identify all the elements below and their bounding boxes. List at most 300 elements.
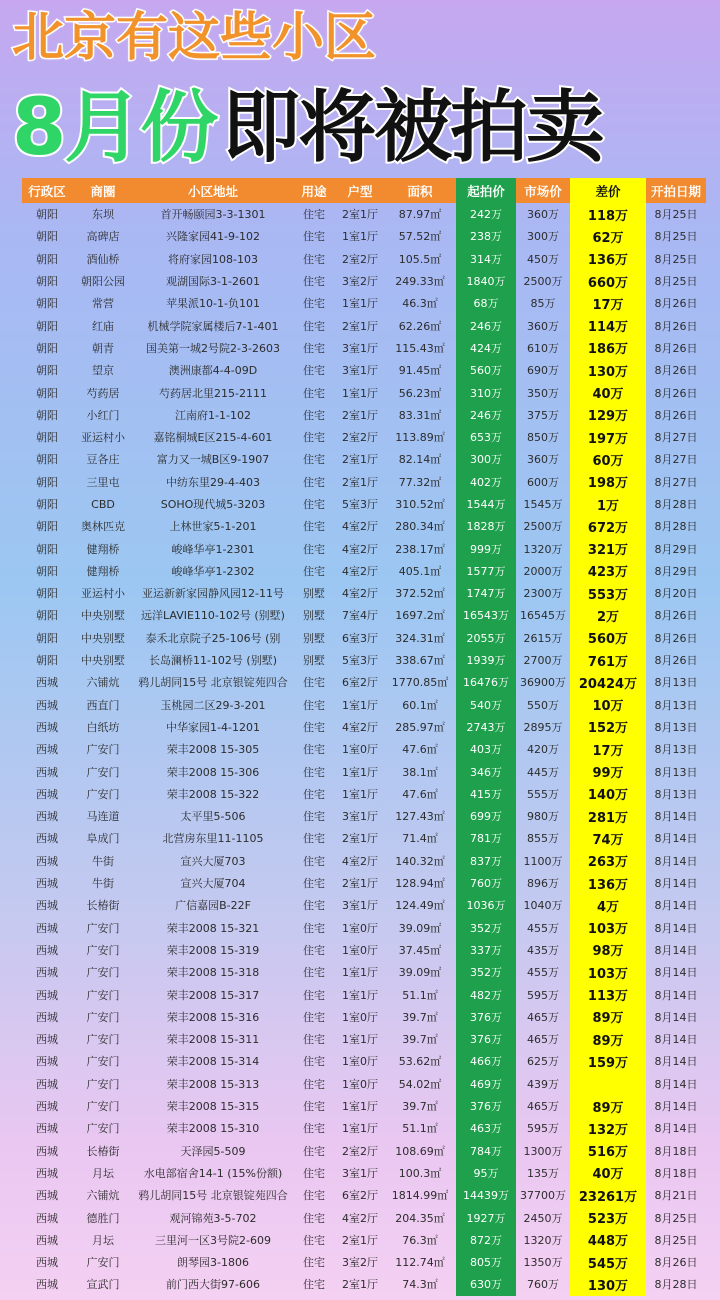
cell-district: 西城 xyxy=(36,832,58,846)
cell-start-price: 1036万 xyxy=(456,894,516,916)
cell-price-diff: 281万 xyxy=(570,805,646,827)
cell-price-diff: 114万 xyxy=(570,314,646,336)
cell-area: 广安门 xyxy=(86,1033,120,1047)
cell-district: 西城 xyxy=(36,854,58,868)
cell-area: 常营 xyxy=(92,297,114,311)
cell-layout: 1室1厅 xyxy=(342,1122,378,1136)
cell-usage: 住宅 xyxy=(303,453,325,467)
cell-size: 338.67㎡ xyxy=(395,654,445,668)
cell-district: 西城 xyxy=(36,1100,58,1114)
cell-size: 115.43㎡ xyxy=(395,341,445,355)
cell-layout: 6室2厅 xyxy=(342,1189,378,1203)
table-row xyxy=(22,337,706,359)
cell-area: 广安门 xyxy=(86,1010,120,1024)
cell-layout: 1室1厅 xyxy=(342,966,378,980)
table-row xyxy=(22,627,706,649)
cell-auction-date: 8月26日 xyxy=(654,1256,698,1270)
cell-size: 100.3㎡ xyxy=(398,1166,442,1180)
cell-district: 西城 xyxy=(36,1077,58,1091)
cell-price-diff: 516万 xyxy=(570,1139,646,1161)
cell-layout: 4室2厅 xyxy=(342,520,378,534)
cell-address: 兴隆家园41-9-102 xyxy=(166,230,260,244)
cell-layout: 1室0厅 xyxy=(342,1055,378,1069)
cell-layout: 4室2厅 xyxy=(342,720,378,734)
cell-district: 朝阳 xyxy=(36,520,58,534)
cell-market-price: 375万 xyxy=(527,408,559,422)
cell-district: 朝阳 xyxy=(36,208,58,222)
cell-auction-date: 8月14日 xyxy=(654,832,698,846)
table-row xyxy=(22,694,706,716)
table-row xyxy=(22,1073,706,1095)
cell-market-price: 600万 xyxy=(527,475,559,489)
cell-auction-date: 8月26日 xyxy=(654,654,698,668)
table-row xyxy=(22,872,706,894)
cell-market-price: 1320万 xyxy=(523,1233,563,1247)
table-row xyxy=(22,248,706,270)
cell-size: 113.89㎡ xyxy=(395,431,445,445)
cell-usage: 住宅 xyxy=(303,1166,325,1180)
col-area: 商圈 xyxy=(72,178,134,203)
cell-size: 77.32㎡ xyxy=(398,475,442,489)
cell-start-price: 310万 xyxy=(456,381,516,403)
cell-area: 广安门 xyxy=(86,966,120,980)
cell-district: 西城 xyxy=(36,1278,58,1292)
cell-usage: 住宅 xyxy=(303,966,325,980)
cell-market-price: 435万 xyxy=(527,943,559,957)
cell-layout: 2室2厅 xyxy=(342,252,378,266)
cell-auction-date: 8月14日 xyxy=(654,877,698,891)
cell-price-diff: 545万 xyxy=(570,1251,646,1273)
cell-district: 西城 xyxy=(36,966,58,980)
cell-price-diff: 130万 xyxy=(570,1273,646,1295)
cell-market-price: 595万 xyxy=(527,1122,559,1136)
cell-auction-date: 8月26日 xyxy=(654,319,698,333)
cell-start-price: 238万 xyxy=(456,225,516,247)
cell-auction-date: 8月25日 xyxy=(654,1211,698,1225)
cell-auction-date: 8月14日 xyxy=(654,810,698,824)
cell-address: 中华家园1-4-1201 xyxy=(166,720,260,734)
cell-usage: 别墅 xyxy=(303,654,325,668)
cell-start-price: 68万 xyxy=(456,292,516,314)
cell-market-price: 896万 xyxy=(527,877,559,891)
cell-area: 月坛 xyxy=(92,1233,114,1247)
cell-usage: 住宅 xyxy=(303,832,325,846)
cell-layout: 1室0厅 xyxy=(342,1077,378,1091)
cell-size: 51.1㎡ xyxy=(402,988,438,1002)
cell-layout: 4室2厅 xyxy=(342,564,378,578)
cell-usage: 住宅 xyxy=(303,698,325,712)
cell-start-price: 784万 xyxy=(456,1139,516,1161)
cell-price-diff: 10万 xyxy=(570,694,646,716)
cell-layout: 2室1厅 xyxy=(342,1278,378,1292)
cell-area: 广安门 xyxy=(86,943,120,957)
cell-market-price: 465万 xyxy=(527,1033,559,1047)
cell-district: 朝阳 xyxy=(36,475,58,489)
cell-district: 西城 xyxy=(36,943,58,957)
col-price-diff: 差价 xyxy=(570,178,646,203)
cell-district: 朝阳 xyxy=(36,408,58,422)
cell-start-price: 999万 xyxy=(456,537,516,559)
cell-auction-date: 8月25日 xyxy=(654,1233,698,1247)
title-month: 8月份 xyxy=(12,83,217,173)
cell-area: 亚运村小 xyxy=(81,431,125,445)
cell-usage: 别墅 xyxy=(303,609,325,623)
cell-start-price: 872万 xyxy=(456,1229,516,1251)
cell-layout: 1室1厅 xyxy=(342,988,378,1002)
cell-layout: 1室0厅 xyxy=(342,1010,378,1024)
cell-district: 朝阳 xyxy=(36,230,58,244)
cell-usage: 住宅 xyxy=(303,498,325,511)
cell-layout: 3室1厅 xyxy=(342,899,378,913)
cell-usage: 住宅 xyxy=(303,921,325,935)
table-row xyxy=(22,493,706,515)
cell-price-diff: 136万 xyxy=(570,248,646,270)
cell-district: 西城 xyxy=(36,720,58,734)
cell-price-diff: 89万 xyxy=(570,1006,646,1028)
cell-price-diff: 140万 xyxy=(570,783,646,805)
cell-auction-date: 8月14日 xyxy=(654,988,698,1002)
cell-size: 372.52㎡ xyxy=(395,587,445,601)
cell-size: 39.09㎡ xyxy=(398,921,442,935)
cell-layout: 3室2厅 xyxy=(342,275,378,289)
cell-price-diff: 74万 xyxy=(570,827,646,849)
cell-start-price: 352万 xyxy=(456,961,516,983)
cell-start-price: 415万 xyxy=(456,783,516,805)
cell-area: 朝阳公园 xyxy=(81,275,125,289)
cell-district: 西城 xyxy=(36,1144,58,1158)
col-start-price: 起拍价 xyxy=(456,178,516,203)
table-row xyxy=(22,1028,706,1050)
cell-start-price: 760万 xyxy=(456,872,516,894)
cell-usage: 住宅 xyxy=(303,854,325,868)
cell-usage: 住宅 xyxy=(303,810,325,824)
cell-usage: 住宅 xyxy=(303,765,325,779)
cell-size: 53.62㎡ xyxy=(398,1055,442,1069)
cell-price-diff: 660万 xyxy=(570,270,646,292)
cell-address: 荣丰2008 15-313 xyxy=(166,1077,260,1091)
cell-market-price: 555万 xyxy=(527,787,559,801)
cell-address: 峻峰华亭1-2301 xyxy=(171,542,255,556)
cell-address: 芍药居北里215-2111 xyxy=(159,386,267,400)
table-row xyxy=(22,314,706,336)
cell-area: 三里屯 xyxy=(86,475,120,489)
cell-size: 91.45㎡ xyxy=(398,364,442,378)
cell-address: 荣丰2008 15-316 xyxy=(166,1010,260,1024)
cell-layout: 1室0厅 xyxy=(342,943,378,957)
cell-market-price: 1350万 xyxy=(523,1256,563,1270)
cell-usage: 住宅 xyxy=(303,542,325,556)
cell-auction-date: 8月25日 xyxy=(654,208,698,222)
cell-area: 六铺炕 xyxy=(86,1189,120,1203)
cell-area: 东坝 xyxy=(92,208,114,222)
table-row xyxy=(22,850,706,872)
cell-price-diff: 523万 xyxy=(570,1206,646,1228)
cell-usage: 住宅 xyxy=(303,1211,325,1225)
cell-layout: 6室2厅 xyxy=(342,676,378,690)
cell-district: 朝阳 xyxy=(36,319,58,333)
cell-address: 国美第一城2号院2-3-2603 xyxy=(146,341,280,355)
cell-market-price: 360万 xyxy=(527,319,559,333)
cell-market-price: 445万 xyxy=(527,765,559,779)
cell-usage: 住宅 xyxy=(303,364,325,378)
table-row xyxy=(22,582,706,604)
cell-start-price: 16543万 xyxy=(456,604,516,626)
cell-usage: 住宅 xyxy=(303,408,325,422)
cell-address: 将府家园108-103 xyxy=(168,252,258,266)
cell-size: 1770.85㎡ xyxy=(391,676,449,690)
cell-market-price: 550万 xyxy=(527,698,559,712)
cell-address: 荣丰2008 15-319 xyxy=(166,943,260,957)
cell-layout: 2室1厅 xyxy=(342,453,378,467)
cell-district: 朝阳 xyxy=(36,364,58,378)
cell-market-price: 980万 xyxy=(527,810,559,824)
cell-area: 六铺炕 xyxy=(86,676,120,690)
cell-auction-date: 8月26日 xyxy=(654,364,698,378)
cell-size: 62.26㎡ xyxy=(398,319,442,333)
cell-address: 机械学院家属楼后7-1-401 xyxy=(147,319,279,333)
table-row xyxy=(22,827,706,849)
cell-address: 荣丰2008 15-322 xyxy=(166,787,260,801)
cell-usage: 住宅 xyxy=(303,1055,325,1069)
cell-district: 朝阳 xyxy=(36,341,58,355)
cell-area: 广安门 xyxy=(86,1256,120,1270)
cell-market-price: 439万 xyxy=(527,1077,559,1091)
cell-address: 荣丰2008 15-318 xyxy=(166,966,260,980)
cell-auction-date: 8月14日 xyxy=(654,921,698,935)
cell-market-price: 2615万 xyxy=(523,631,563,645)
cell-address: 观湖国际3-1-2601 xyxy=(166,275,260,289)
cell-market-price: 2500万 xyxy=(523,520,563,534)
cell-layout: 2室1厅 xyxy=(342,208,378,222)
cell-address: 鸦儿胡同15号 北京银锭苑四合 xyxy=(138,1189,288,1203)
cell-auction-date: 8月26日 xyxy=(654,341,698,355)
cell-address: 嘉铭桐城E区215-4-601 xyxy=(153,431,273,445)
cell-price-diff: 321万 xyxy=(570,537,646,559)
cell-market-price: 2000万 xyxy=(523,564,563,578)
cell-area: 广安门 xyxy=(86,1122,120,1136)
cell-auction-date: 8月25日 xyxy=(654,275,698,289)
cell-price-diff: 98万 xyxy=(570,939,646,961)
cell-district: 朝阳 xyxy=(36,297,58,311)
table-row xyxy=(22,604,706,626)
cell-area: 马连道 xyxy=(86,810,120,824)
cell-usage: 住宅 xyxy=(303,743,325,757)
cell-auction-date: 8月26日 xyxy=(654,297,698,311)
cell-usage: 住宅 xyxy=(303,275,325,289)
cell-area: 奥林匹克 xyxy=(81,520,125,534)
cell-size: 82.14㎡ xyxy=(398,453,442,467)
cell-district: 朝阳 xyxy=(36,431,58,445)
cell-start-price: 482万 xyxy=(456,983,516,1005)
cell-start-price: 346万 xyxy=(456,760,516,782)
cell-start-price: 246万 xyxy=(456,314,516,336)
cell-start-price: 246万 xyxy=(456,404,516,426)
cell-district: 西城 xyxy=(36,1233,58,1247)
cell-address: 苹果派10-1-负101 xyxy=(166,297,260,311)
cell-market-price: 37700万 xyxy=(520,1189,566,1203)
table-row xyxy=(22,983,706,1005)
cell-market-price: 625万 xyxy=(527,1055,559,1069)
cell-district: 西城 xyxy=(36,899,58,913)
table-row xyxy=(22,404,706,426)
col-size: 面积 xyxy=(384,178,456,203)
cell-district: 朝阳 xyxy=(36,609,58,623)
cell-start-price: 560万 xyxy=(456,359,516,381)
cell-start-price: 242万 xyxy=(456,203,516,225)
col-auction-date: 开拍日期 xyxy=(646,178,706,203)
cell-auction-date: 8月14日 xyxy=(654,1055,698,1069)
cell-address: 朗琴园3-1806 xyxy=(177,1256,249,1270)
cell-address: 亚运新新家园静风园12-11号 xyxy=(142,587,284,601)
cell-address: 荣丰2008 15-306 xyxy=(166,765,260,779)
cell-auction-date: 8月27日 xyxy=(654,453,698,467)
cell-area: 西直门 xyxy=(86,698,120,712)
cell-market-price: 360万 xyxy=(527,453,559,467)
cell-auction-date: 8月14日 xyxy=(654,1010,698,1024)
cell-address: 泰禾北京院子25-106号 (别 xyxy=(145,631,281,645)
table-row xyxy=(22,515,706,537)
cell-address: 三里河一区3号院2-609 xyxy=(155,1233,271,1247)
cell-area: 亚运村小 xyxy=(81,587,125,601)
cell-market-price: 455万 xyxy=(527,921,559,935)
cell-district: 西城 xyxy=(36,1010,58,1024)
cell-start-price: 1544万 xyxy=(456,493,516,515)
cell-area: 广安门 xyxy=(86,787,120,801)
cell-auction-date: 8月14日 xyxy=(654,1077,698,1091)
cell-address: 观河锦苑3-5-702 xyxy=(169,1211,257,1225)
cell-price-diff: 99万 xyxy=(570,760,646,782)
cell-market-price: 2895万 xyxy=(523,720,563,734)
cell-layout: 2室1厅 xyxy=(342,319,378,333)
cell-market-price: 1300万 xyxy=(523,1144,563,1158)
cell-usage: 住宅 xyxy=(303,341,325,355)
cell-size: 249.33㎡ xyxy=(395,275,445,289)
cell-start-price: 424万 xyxy=(456,337,516,359)
cell-start-price: 352万 xyxy=(456,917,516,939)
cell-layout: 1室1厅 xyxy=(342,230,378,244)
col-address: 小区地址 xyxy=(134,178,292,203)
cell-size: 204.35㎡ xyxy=(395,1211,445,1225)
cell-layout: 1室1厅 xyxy=(342,787,378,801)
cell-market-price: 36900万 xyxy=(520,676,566,690)
cell-layout: 6室3厅 xyxy=(342,631,378,645)
cell-price-diff: 40万 xyxy=(570,381,646,403)
cell-size: 74.3㎡ xyxy=(402,1278,438,1292)
cell-auction-date: 8月25日 xyxy=(654,252,698,266)
cell-address: 远洋LAVIE110-102号 (别墅) xyxy=(141,609,285,623)
cell-price-diff: 2万 xyxy=(570,604,646,626)
cell-layout: 4室2厅 xyxy=(342,542,378,556)
cell-size: 83.31㎡ xyxy=(398,408,442,422)
cell-size: 127.43㎡ xyxy=(395,810,445,824)
cell-start-price: 630万 xyxy=(456,1273,516,1295)
cell-price-diff: 152万 xyxy=(570,716,646,738)
cell-size: 128.94㎡ xyxy=(395,877,445,891)
table-row xyxy=(22,537,706,559)
cell-market-price: 610万 xyxy=(527,341,559,355)
cell-area: 白纸坊 xyxy=(86,720,120,734)
cell-market-price: 690万 xyxy=(527,364,559,378)
cell-address: 峻峰华亭1-2302 xyxy=(171,564,255,578)
cell-area: 月坛 xyxy=(92,1166,114,1180)
cell-market-price: 16545万 xyxy=(520,609,566,623)
cell-market-price: 465万 xyxy=(527,1100,559,1114)
cell-size: 38.1㎡ xyxy=(402,765,438,779)
cell-start-price: 2743万 xyxy=(456,716,516,738)
cell-district: 朝阳 xyxy=(36,542,58,556)
cell-market-price: 595万 xyxy=(527,988,559,1002)
cell-address: 首开畅颐园3-3-1301 xyxy=(160,208,266,222)
table-row xyxy=(22,1273,706,1295)
cell-area: 广安门 xyxy=(86,988,120,1002)
cell-start-price: 1927万 xyxy=(456,1206,516,1228)
cell-start-price: 402万 xyxy=(456,471,516,493)
cell-usage: 住宅 xyxy=(303,1033,325,1047)
cell-auction-date: 8月14日 xyxy=(654,1033,698,1047)
cell-market-price: 850万 xyxy=(527,431,559,445)
cell-start-price: 16476万 xyxy=(456,671,516,693)
title-auction: 即将被拍卖 xyxy=(222,83,603,173)
cell-auction-date: 8月21日 xyxy=(654,1189,698,1203)
cell-market-price: 1100万 xyxy=(523,854,563,868)
cell-price-diff xyxy=(570,1073,646,1095)
cell-district: 朝阳 xyxy=(36,498,58,511)
cell-price-diff: 129万 xyxy=(570,404,646,426)
cell-address: 上林世家5-1-201 xyxy=(169,520,257,534)
cell-size: 47.6㎡ xyxy=(402,743,438,757)
cell-size: 57.52㎡ xyxy=(398,230,442,244)
cell-start-price: 300万 xyxy=(456,448,516,470)
cell-price-diff: 448万 xyxy=(570,1229,646,1251)
cell-usage: 住宅 xyxy=(303,787,325,801)
cell-start-price: 466万 xyxy=(456,1050,516,1072)
col-layout: 户型 xyxy=(336,178,384,203)
cell-price-diff: 761万 xyxy=(570,649,646,671)
cell-address: 富力又一城B区9-1907 xyxy=(156,453,270,467)
cell-start-price: 376万 xyxy=(456,1006,516,1028)
cell-size: 310.52㎡ xyxy=(395,498,445,511)
table-row xyxy=(22,225,706,247)
cell-usage: 住宅 xyxy=(303,1077,325,1091)
cell-area: 小红门 xyxy=(86,408,120,422)
cell-price-diff: 89万 xyxy=(570,1095,646,1117)
col-market-price: 市场价 xyxy=(516,178,570,203)
cell-usage: 别墅 xyxy=(303,587,325,601)
cell-price-diff: 553万 xyxy=(570,582,646,604)
cell-address: 荣丰2008 15-305 xyxy=(166,743,260,757)
cell-area: 长椿街 xyxy=(86,1144,120,1158)
cell-start-price: 653万 xyxy=(456,426,516,448)
cell-size: 140.32㎡ xyxy=(395,854,445,868)
cell-area: 牛街 xyxy=(92,877,114,891)
cell-auction-date: 8月13日 xyxy=(654,765,698,779)
cell-market-price: 360万 xyxy=(527,208,559,222)
table-row xyxy=(22,1184,706,1206)
cell-layout: 1室1厅 xyxy=(342,1100,378,1114)
cell-usage: 住宅 xyxy=(303,1233,325,1247)
cell-price-diff: 118万 xyxy=(570,203,646,225)
table-row xyxy=(22,560,706,582)
cell-area: 中央别墅 xyxy=(81,609,125,623)
cell-area: 广安门 xyxy=(86,1077,120,1091)
cell-start-price: 1840万 xyxy=(456,270,516,292)
cell-size: 39.7㎡ xyxy=(402,1033,438,1047)
cell-district: 西城 xyxy=(36,1211,58,1225)
cell-start-price: 314万 xyxy=(456,248,516,270)
cell-district: 西城 xyxy=(36,1256,58,1270)
cell-price-diff: 130万 xyxy=(570,359,646,381)
cell-layout: 7室4厅 xyxy=(342,609,378,623)
